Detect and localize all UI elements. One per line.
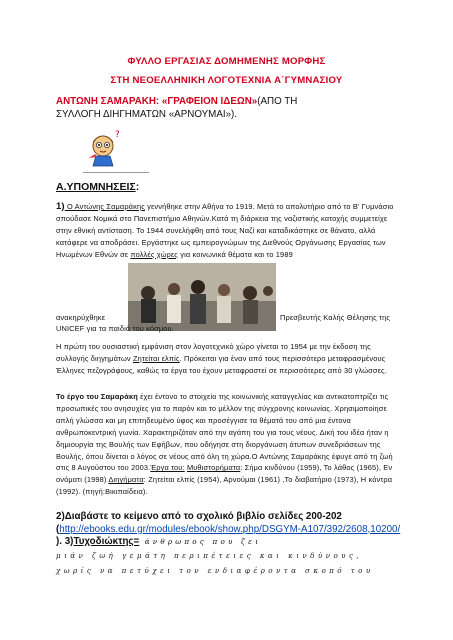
- definition-line-3: χωρίς να πετύχει τον ενδιαφέροντα σκοπό του: [56, 566, 374, 575]
- worksheet-text-title: [56, 95, 416, 121]
- unicef-line: UNICEF για τα παιδιά του κόσμου.: [56, 324, 174, 333]
- text-title-rest: (ΑΠΟ ΤΗ: [257, 96, 298, 107]
- item-number-1: 1): [56, 201, 65, 212]
- text-title-red: ΑΝΤΩΝΗ ΣΑΜΑΡΑΚΗ: «ΓΡΑΦΕΙΟΝ ΙΔΕΩΝ»: [56, 96, 258, 107]
- adventurer-term: Τυχοδιώκτης=: [73, 536, 140, 548]
- section-a-heading: Α.ΥΠΟΜΝΗΣΕΙΣ:: [56, 181, 140, 193]
- ebook-link[interactable]: http://ebooks.edu.gr/modules/ebook/show.php/DSGYM-A107/392/2608,10200/: [59, 523, 401, 535]
- thinking-person-icon: [83, 128, 123, 168]
- reading-task: 2)Διαβάστε το κείμενο από το σχολικό βιβλίο σελίδες 200-202 (http://ebooks.edu.gr/modules/ebook/show.php/DSGYM-A107/392/2608,10200/ ). 3)Τυχοδιώκτης= άνθρωπος που ζει: [56, 511, 401, 548]
- works-heading: Το έργο του Σαμαράκη: [56, 392, 138, 401]
- ambassador-title: Πρεσβευτής Καλής Θέλησης της: [280, 313, 391, 322]
- worksheet-title: ΦΥΛΛΟ ΕΡΓΑΣΙΑΣ ΔΟΜΗΜΕΝΗΣ ΜΟΡΦΗΣ: [127, 56, 326, 67]
- definition-start: άνθρωπος που ζει: [139, 537, 262, 547]
- stories-label: Διηγήματα: [108, 475, 144, 485]
- book-title: Ζητείται ελπίς: [132, 353, 180, 363]
- first-appearance-paragraph: Η πρώτη του ουσιαστική εμφάνιση στον λογοτεχνικό χώρο γίνεται το 1954 με την έκδοση της συλλογής διηγημάτων Ζητείται ελπίς. Πρόκειται για έναν από τους περισσότερο μεταφρασμένους Έλληνες πεζογράφους, καθώς τα έργα του έχουν μεταφραστεί σε περισσότερες από 30 γλώσσες.: [56, 342, 387, 375]
- author-photo: [128, 263, 276, 331]
- novels-label: Μυθιστορήματα: [186, 463, 241, 473]
- definition-line-2: μιάν ζωή γεμάτη περιπέτειες και κινδύνους,: [56, 551, 363, 560]
- clipart-caption-line: [83, 172, 149, 173]
- biography-paragraph: 1) Ο Αντώνης Σαμαράκης γεννήθηκε στην Αθήνα το 1919. Μετά το απολυτήριο από το Β' Γυμνάσιο σπούδασε Νομικά στο Πανεπιστήμιο Αθηνών.Κατά τη διάρκεια της ναζιστικής κατοχής συμμετείχε στην εθνική αντίσταση. Το 1944 συνελήφθη από τους Ναζί και καταδικάστηκε σε θάνατο, αλλά κατάφερε να αποδράσει. Εργάστηκε ως εμπειρογνώμων της Διεθνούς Οργάνωσης Εργασίας των Ηνωμένων Εθνών σε πολλές χώρες για κοινωνικά θέματα και το 1989: [56, 201, 394, 259]
- proclaimed-word: ανακηρύχθηκε: [56, 313, 106, 322]
- author-name: Ο Αντώνης Σαμαράκης: [64, 202, 145, 211]
- works-paragraph: Το έργο του Σαμαράκη έχει έντονο το στοιχείο της κοινωνικής καταγγελίας και αντικατοπτρίζει τις προσωπικές του ανησυχίες για το παρόν και το μέλλον της σύγχρονης κοινωνίας. Χρησιμοποίησε απλή γλώσσα και μη επιτηδευμένο ύφος και προσέγγισε τα θέματά του από μια έντονα ανθρωποκεντρική γωνία. Χαρακτηριζόταν από την αγάπη του για τους νέους. Δική του ιδέα ήταν η δημιουργία της Βουλής των Εφήβων, που οδήγησε στη διοργάνωση άτυπων συνεδριάσεων της Βουλής, όπου δίνεται ο λόγος σε νέους από όλη τη χώρα.Ο Αντώνης Σαμαράκης έφυγε από τη ζωή στις 8 Αυγούστου του 2003.Έργα του: Μυθιστορήματα: Σήμα κινδύνου (1959), Το λάθος (1965), Εν ονόματι (1998) Διηγήματα: Ζητείται ελπίς (1954), Αρνούμαι (1961) ,Το διαβατήριο (1973), Η κόντρα (1992). (πηγή:Βικιπαίδεια).: [56, 392, 393, 497]
- collection-line: ΣΥΛΛΟΓΗ ΔΙΗΓΗΜΑΤΩΝ «ΑΡΝΟΥΜΑΙ»).: [56, 109, 238, 120]
- worksheet-subtitle: ΣΤΗ ΝΕΟΕΛΛΗΝΙΚΗ ΛΟΓΟΤΕΧΝΙΑ Α΄ΓΥΜΝΑΣΙΟΥ: [110, 75, 343, 86]
- works-label: Έργα του:: [150, 463, 185, 473]
- svg-text:?: ?: [115, 130, 120, 140]
